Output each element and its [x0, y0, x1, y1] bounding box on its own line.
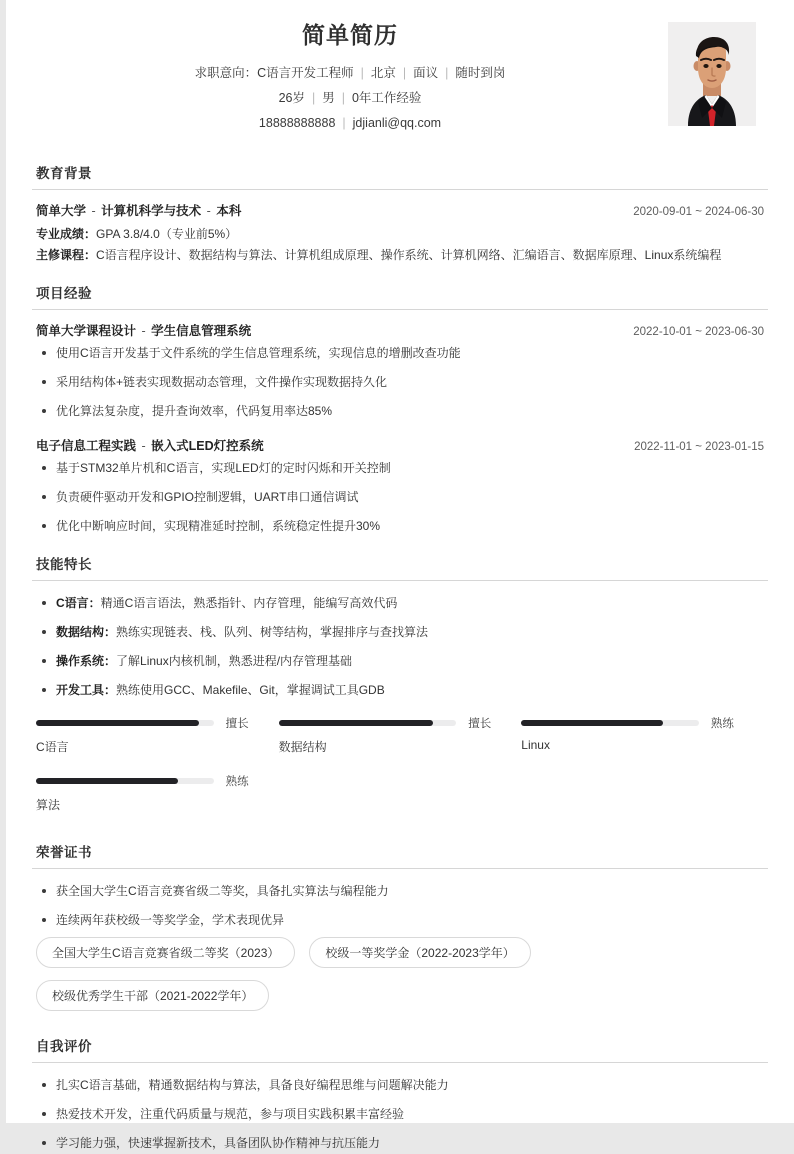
skill-bar-top: [521, 715, 734, 731]
project-entry-head: [36, 436, 764, 454]
project-name: 简单大学课程设计: [36, 323, 137, 338]
skill-label: C语言：: [56, 595, 101, 610]
avatar: [668, 22, 756, 126]
section-title-education: 教育背景: [32, 162, 768, 190]
skill-bar-level: 熟练: [225, 775, 249, 788]
section-title-honors: 荣誉证书: [32, 841, 768, 869]
divider-icon: |: [445, 65, 449, 80]
divider-icon: |: [342, 115, 346, 130]
age: 26岁: [278, 90, 305, 105]
skill-bar-item: [521, 715, 764, 755]
skill-label: 开发工具：: [56, 682, 117, 697]
skill-text: 精通C语言语法，熟悉指针、内存管理，能编写高效代码: [100, 595, 398, 610]
list-item: 采用结构体+链表实现数据动态管理，文件操作实现数据持久化: [36, 373, 764, 402]
honor-tag-group: [32, 931, 768, 1023]
skill-bar-track: [36, 778, 214, 784]
skill-bar-top: [36, 715, 249, 731]
skill-bar-item: [36, 773, 279, 813]
list-item: 使用C语言开发基于文件系统的学生信息管理系统，实现信息的增删改查功能: [36, 344, 764, 373]
dash-separator: -: [141, 438, 146, 453]
skill-text: 熟练实现链表、栈、队列、树等结构，掌握排序与查找算法: [116, 624, 429, 639]
section-title-skills: 技能特长: [32, 553, 768, 581]
education-gpa-row: [36, 224, 764, 245]
avatar-illustration-icon: [668, 22, 756, 126]
divider-icon: |: [360, 65, 364, 80]
skill-bar-name: C语言: [36, 739, 69, 754]
job-intent: 求职意向：C语言开发工程师: [194, 65, 354, 80]
section-body-honors: [32, 869, 768, 931]
section-body-projects: [32, 310, 768, 537]
honor-bullet-list: [36, 882, 764, 931]
dash-separator: -: [91, 203, 96, 218]
project-entry: [36, 321, 764, 422]
project-entry-title: [36, 321, 251, 339]
section-body-self-evaluation: [32, 1063, 768, 1154]
skill-bar-track: [279, 720, 457, 726]
project-name: 电子信息工程实践: [36, 438, 137, 453]
dash-separator: -: [206, 203, 211, 218]
education-date-range: 2020-09-01 ~ 2024-06-30: [633, 205, 764, 218]
job-salary: 面议: [413, 65, 439, 80]
list-item: [36, 623, 764, 652]
school-name: 简单大学: [36, 203, 87, 218]
education-entry-head: [36, 201, 764, 219]
skill-text: 熟练使用GCC、Makefile、Git，掌握调试工具GDB: [116, 682, 385, 697]
gpa-value: GPA 3.8/4.0（专业前5%）: [96, 226, 238, 241]
skill-bar-fill: [521, 720, 663, 726]
section-education: [32, 162, 768, 266]
skill-bar-level: 擅长: [468, 717, 492, 730]
list-item: 获全国大学生C语言竞赛省级二等奖，具备扎实算法与编程能力: [36, 882, 764, 911]
contact-line-intent: [32, 64, 668, 82]
skill-bar-name: 算法: [36, 797, 61, 812]
section-body-education: [32, 190, 768, 266]
dash-separator: -: [141, 323, 146, 338]
job-availability: 随时到岗: [455, 65, 506, 80]
project-date-range: 2022-11-01 ~ 2023-01-15: [634, 440, 764, 453]
education-courses-row: [36, 245, 764, 266]
status-badge[interactable]: 校级优秀学生干部（2021-2022学年）: [36, 980, 269, 1011]
skill-bar-fill: [36, 778, 178, 784]
skill-bar-fill: [36, 720, 199, 726]
contact-line-reach: [32, 114, 668, 132]
list-item: 优化算法复杂度，提升查询效率，代码复用率达85%: [36, 402, 764, 422]
section-title-projects: 项目经验: [32, 282, 768, 310]
list-item: 负责硬件驱动开发和GPIO控制逻辑，UART串口通信调试: [36, 488, 764, 517]
list-item: 扎实C语言基础，精通数据结构与算法，具备良好编程思维与问题解决能力: [36, 1076, 764, 1105]
skill-bar-name: 数据结构: [278, 739, 327, 754]
project-subtitle: 学生信息管理系统: [151, 323, 252, 338]
list-item: [36, 594, 764, 623]
major-name: 计算机科学与技术: [101, 203, 202, 218]
skill-bar-item: [36, 715, 279, 755]
list-item: 学习能力强，快速掌握新技术，具备团队协作精神与抗压能力: [36, 1134, 764, 1154]
project-bullet-list: [36, 459, 764, 537]
education-entry-title: [36, 201, 241, 219]
gender: 男: [322, 90, 335, 105]
divider-icon: |: [311, 90, 316, 105]
project-bullet-list: [36, 344, 764, 422]
courses-label: 主修课程：: [36, 247, 97, 262]
list-item: 优化中断响应时间，实现精准延时控制，系统稳定性提升30%: [36, 517, 764, 537]
project-subtitle: 嵌入式LED灯控系统: [151, 438, 264, 453]
skill-bar-top: [36, 773, 249, 789]
self-evaluation-bullet-list: [36, 1076, 764, 1154]
section-skills: [32, 553, 768, 831]
section-self-evaluation: [32, 1035, 768, 1154]
status-badge[interactable]: 全国大学生C语言竞赛省级二等奖（2023）: [36, 937, 295, 968]
project-entry-title: [36, 436, 264, 454]
list-item: 热爱技术开发，注重代码质量与规范，参与项目实践积累丰富经验: [36, 1105, 764, 1134]
section-title-self-evaluation: 自我评价: [32, 1035, 768, 1063]
skill-bar-level: 熟练: [710, 717, 734, 730]
list-item: 连续两年获校级一等奖学金，学术表现优异: [36, 911, 764, 931]
section-honors: [32, 841, 768, 1023]
skill-bar-level: 擅长: [225, 717, 249, 730]
status-badge[interactable]: 校级一等奖学金（2022-2023学年）: [309, 937, 530, 968]
skill-bar-item: [279, 715, 522, 755]
divider-icon: |: [402, 65, 407, 80]
resume-header: [32, 0, 768, 146]
project-entry: [36, 436, 764, 537]
project-entry-head: [36, 321, 764, 339]
job-city: 北京: [370, 65, 396, 80]
page-title: 简单简历: [302, 22, 398, 48]
skill-label: 操作系统：: [56, 653, 117, 668]
skill-bar-group: [32, 701, 768, 831]
list-item: [36, 681, 764, 701]
skill-bar-track: [36, 720, 214, 726]
resume-page: [6, 0, 794, 1150]
skill-label: 数据结构：: [56, 624, 117, 639]
list-item: 基于STM32单片机和C语言，实现LED灯的定时闪烁和开关控制: [36, 459, 764, 488]
section-body-skills: [32, 581, 768, 701]
skill-bar-track: [521, 720, 699, 726]
gpa-label: 专业成绩：: [36, 226, 97, 241]
skill-bar-top: [279, 715, 492, 731]
header-center-block: [32, 22, 768, 132]
degree-name: 本科: [216, 203, 242, 218]
skill-bar-name: Linux: [521, 737, 550, 752]
project-date-range: 2022-10-01 ~ 2023-06-30: [633, 325, 764, 338]
divider-icon: |: [341, 90, 345, 105]
skill-text: 了解Linux内核机制，熟悉进程/内存管理基础: [116, 653, 353, 668]
contact-line-personal: [32, 89, 668, 107]
skill-bar-fill: [279, 720, 434, 726]
section-projects: [32, 282, 768, 537]
courses-value: C语言程序设计、数据结构与算法、计算机组成原理、操作系统、计算机网络、汇编语言、数据库原理、Linux系统编程: [96, 247, 722, 262]
phone-number[interactable]: 18888888888: [258, 115, 336, 130]
education-entry: [36, 201, 764, 266]
work-years: 0年工作经验: [351, 90, 422, 105]
list-item: [36, 652, 764, 681]
skill-bullet-list: [36, 594, 764, 701]
email-address[interactable]: jdjianli@qq.com: [352, 115, 442, 130]
